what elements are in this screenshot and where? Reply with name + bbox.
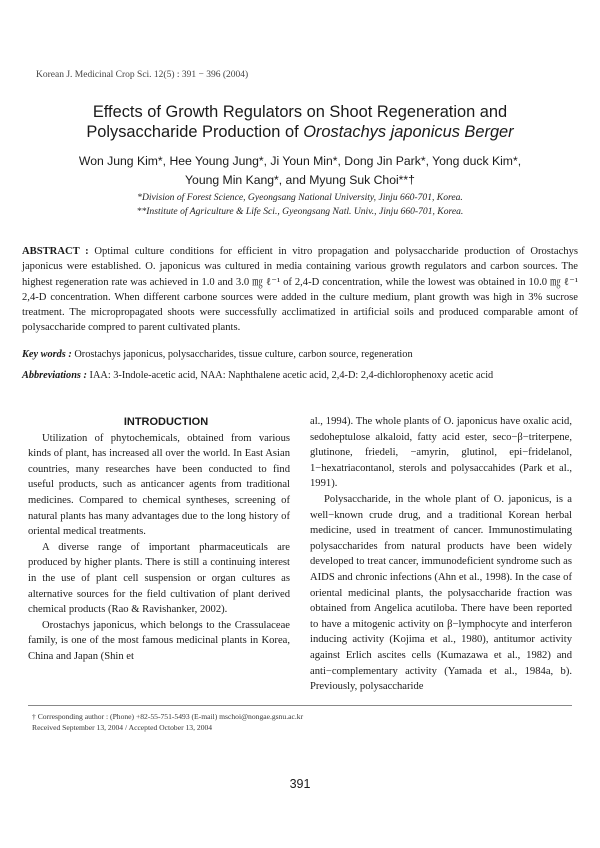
abbreviations-text: IAA: 3-Indole-acetic acid, NAA: Naphthalene acetic acid, 2,4-D: 2,4-dichlorophenoxy acetic acid [89,370,494,381]
title-line-2 [0,122,600,142]
abbreviations [22,370,578,381]
footnote-corresponding-author: † Corresponding author : (Phone) +82-55-751-5493 (E-mail) mschoi@nongae.gsnu.ac.kr [32,712,304,721]
footnote-received: Received September 13, 2004 / Accepted October 13, 2004 [32,723,213,732]
keywords-text: Orostachys japonicus, polysaccharides, tissue culture, carbon source, regeneration [74,349,413,360]
abbreviations-label: Abbreviations : [22,370,87,381]
affiliation-2: **Institute of Agriculture & Life Sci., Gyeongsang Natl. Univ., Jinju 660-701, Korea. [136,206,464,217]
abstract [22,244,578,336]
paragraph: Orostachys japonicus, which belongs to the Crassulaceae family, is one of the most famous medicinal plants in Korea, China and Japan (Shin et [28,619,290,662]
paragraph: al., 1994). The whole plants of O. japonicus have oxalic acid, sedoheptulose alkaloid, fatty acid ester, seco−β−triterpene, glutinone, friedeli, −amyrin, glutinol, epi−fridelanol, 1−hexatriacontanol, sterols and polysaccahides (Park et al., 1991). [310,416,572,490]
keywords [22,349,578,360]
paragraph: A diverse range of important pharmaceuticals are produced by higher plants. There is still a continuing interest in the use of plant cell suspension or organ cultures as alternative sources for the field cultivation of plant derived chemical products (Rao & Ravishanker, 2002). [28,541,290,616]
author-list [0,152,600,190]
paragraph: Utilization of phytochemicals, obtained from various kinds of plant, has increased all over the world. In East Asian countries, many researches have been conducted to find useful products, such as anticancer agents from traditional medicines. Compared to chemical syntheses, screening of natural plants has many advantages due to the long history of oriental medical treatments. [28,432,290,538]
affiliation-1: *Division of Forest Science, Gyeongsang National University, Jinju 660-701, Korea. [137,192,463,203]
abstract-label: ABSTRACT : [22,246,89,257]
left-column [28,415,290,665]
authors-line-2: Young Min Kang*, and Myung Suk Choi**† [185,173,415,187]
title-line-1: Effects of Growth Regulators on Shoot Regeneration and [92,103,508,121]
page-number: 391 [289,777,311,791]
footnote [32,711,303,733]
paragraph: Polysaccharide, in the whole plant of O. japonicus, is a well−known crude drug, and a traditional Korean herbal medicine, used in treatment of cancer. Immunostimulating polysaccharides from natural products have been widely developed to treat cancer, immunodeficient syndrome such as AIDS and chronic infections (Ahn et al., 1998). In the case of oriental medicinal plants, the polysaccharide fraction was obtained from Angelica acutiloba. There have been reported to have a mitogenic activity on β−lymphocyte and interferon inducing activity (Kojima et al., 1980), antitumor activity against Erlich ascites cells (Kumazawa et al., 1982) and anti−complementary activity (Yamada et al., 1984a, b). Previously, polysaccharide [310,493,572,693]
footnote-divider [28,705,572,706]
right-column [310,414,572,695]
journal-citation: Korean J. Medicinal Crop Sci. 12(5) : 391 − 396 (2004) [36,70,249,80]
title-line-2-text: Polysaccharide Production of [86,123,304,141]
paper-title [0,102,600,142]
section-heading-introduction: INTRODUCTION [123,416,209,428]
keywords-label: Key words : [22,349,72,360]
authors-line-1: Won Jung Kim*, Hee Young Jung*, Ji Youn Min*, Dong Jin Park*, Yong duck Kim*, [78,154,522,168]
affiliations [0,191,600,219]
title-species: Orostachys japonicus Berger [303,123,514,141]
abstract-text: Optimal culture conditions for efficient in vitro propagation and polysaccharide production of Orostachys japonicus were established. O. japonicus was cultured in media containing various growth regulators and carbon sources. The highest regeneration rate was achieved in 1.0 and 3.0 ㎎ ℓ⁻¹ of 2,4-D concentration, while the lowest was obtained in 10.0 ㎎ ℓ⁻¹ 2,4-D concentration. When different carbone sources were added in the culture medium, plant growth was high in 3% sucrose treatment. The micropropagated shoots were successfully acclimatized in artificial soils and produced comparable amont of polysaccharide compred to parent cultivated plants. [22,246,578,334]
